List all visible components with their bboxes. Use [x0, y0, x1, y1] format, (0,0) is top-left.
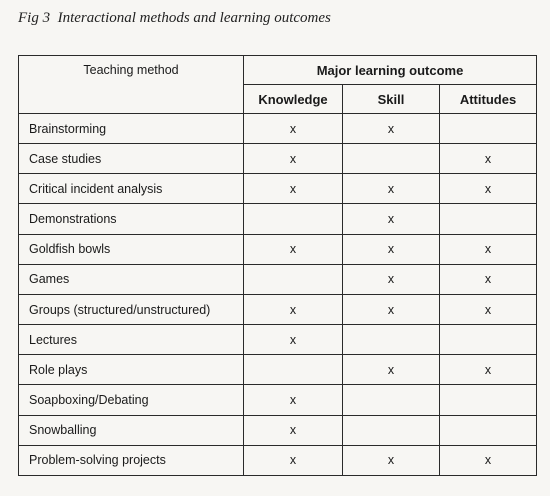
teaching-method-cell: Goldfish bowls: [19, 234, 244, 264]
attitudes-mark-cell: x: [440, 294, 537, 324]
outcomes-table-container: [18, 55, 536, 476]
attitudes-mark-cell: x: [440, 174, 537, 204]
knowledge-column-header: Knowledge: [244, 85, 343, 114]
knowledge-mark-cell: x: [244, 415, 343, 445]
learning-outcome-header: Major learning outcome: [244, 56, 537, 85]
table-row: [19, 144, 537, 174]
teaching-method-cell: Snowballing: [19, 415, 244, 445]
attitudes-column-header: Attitudes: [440, 85, 537, 114]
teaching-method-cell: Critical incident analysis: [19, 174, 244, 204]
skill-mark-cell: x: [343, 174, 440, 204]
knowledge-mark-cell: x: [244, 325, 343, 355]
table-row: [19, 325, 537, 355]
skill-column-header: Skill: [343, 85, 440, 114]
attitudes-mark-cell: x: [440, 234, 537, 264]
knowledge-mark-cell: x: [244, 144, 343, 174]
skill-mark-cell: [343, 325, 440, 355]
knowledge-mark-cell: [244, 264, 343, 294]
teaching-method-cell: Case studies: [19, 144, 244, 174]
table-row: [19, 355, 537, 385]
figure-caption: [18, 10, 331, 27]
teaching-method-header-spacer: [19, 85, 244, 114]
attitudes-mark-cell: x: [440, 445, 537, 475]
table-row: [19, 174, 537, 204]
header-row-sub: [19, 85, 537, 114]
teaching-method-header: Teaching method: [19, 56, 244, 85]
teaching-method-cell: Role plays: [19, 355, 244, 385]
table-row: [19, 234, 537, 264]
knowledge-mark-cell: x: [244, 174, 343, 204]
skill-mark-cell: [343, 385, 440, 415]
attitudes-mark-cell: [440, 325, 537, 355]
table-row: [19, 415, 537, 445]
table-row: [19, 204, 537, 234]
teaching-method-cell: Lectures: [19, 325, 244, 355]
table-row: [19, 385, 537, 415]
attitudes-mark-cell: x: [440, 144, 537, 174]
teaching-method-cell: Soapboxing/Debating: [19, 385, 244, 415]
teaching-method-cell: Groups (structured/unstructured): [19, 294, 244, 324]
knowledge-mark-cell: x: [244, 114, 343, 144]
knowledge-mark-cell: [244, 355, 343, 385]
table-body: [19, 114, 537, 476]
attitudes-mark-cell: x: [440, 355, 537, 385]
teaching-method-cell: Demonstrations: [19, 204, 244, 234]
header-row-top: [19, 56, 537, 85]
table-row: [19, 114, 537, 144]
knowledge-mark-cell: x: [244, 234, 343, 264]
knowledge-mark-cell: x: [244, 445, 343, 475]
table-row: [19, 294, 537, 324]
skill-mark-cell: [343, 415, 440, 445]
skill-mark-cell: x: [343, 234, 440, 264]
attitudes-mark-cell: x: [440, 264, 537, 294]
attitudes-mark-cell: [440, 204, 537, 234]
teaching-method-cell: Games: [19, 264, 244, 294]
teaching-method-cell: Brainstorming: [19, 114, 244, 144]
attitudes-mark-cell: [440, 114, 537, 144]
skill-mark-cell: [343, 144, 440, 174]
knowledge-mark-cell: x: [244, 385, 343, 415]
table-row: [19, 264, 537, 294]
skill-mark-cell: x: [343, 445, 440, 475]
skill-mark-cell: x: [343, 294, 440, 324]
knowledge-mark-cell: [244, 204, 343, 234]
figure-label: Fig 3: [18, 10, 51, 26]
skill-mark-cell: x: [343, 204, 440, 234]
outcomes-table: [18, 55, 537, 476]
table-row: [19, 445, 537, 475]
skill-mark-cell: x: [343, 355, 440, 385]
knowledge-mark-cell: x: [244, 294, 343, 324]
figure-title: Interactional methods and learning outcomes: [57, 10, 331, 26]
attitudes-mark-cell: [440, 385, 537, 415]
teaching-method-cell: Problem-solving projects: [19, 445, 244, 475]
attitudes-mark-cell: [440, 415, 537, 445]
skill-mark-cell: x: [343, 264, 440, 294]
skill-mark-cell: x: [343, 114, 440, 144]
